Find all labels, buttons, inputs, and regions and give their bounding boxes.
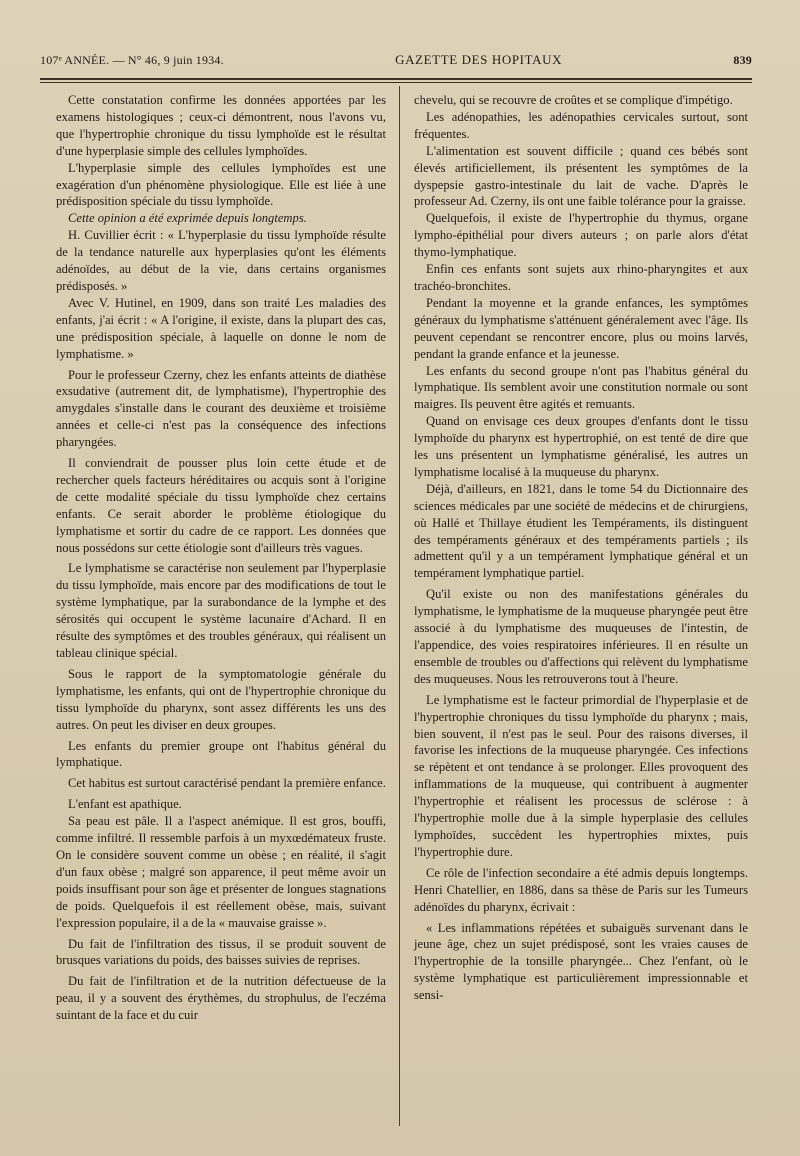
- paragraph: Le lymphatisme se caractérise non seulement par l'hyperplasie du tissu lymphoïde, mais encore par des modifications de tout le système lymphatique, par la surabondance de la lymphe et des sérosités qui occupent le système lacunaire d'Achard. Il en résulte des symptômes et des troubles généraux, qui réalisent un tableau clinique spécial.: [56, 561, 386, 660]
- paragraph: Enfin ces enfants sont sujets aux rhino-pharyngites et aux trachéo-bronchites.: [414, 262, 748, 293]
- header-rule: [40, 78, 752, 83]
- paragraph: Pour le professeur Czerny, chez les enfants atteints de diathèse exsudative (autrement dit, de lymphatisme), l'hypertrophie des amygdales s'installe dans le courant des deuxième et troisième années et celle-ci n'est pas la conséquence des infections pharyngées.: [56, 367, 386, 450]
- paragraph: Sa peau est pâle. Il a l'aspect anémique. Il est gros, bouffi, comme infiltré. Il ressemble parfois à un myxœdémateux fruste. On le considère souvent comme un obèse ; en réalité, il s'agit d'un faux obèse ; malgré son apparence, il peut même avoir un poids insuffisant pour son âge et présenter de longues stagnations de poids. Quelquefois il est réellement obèse, mais, suivant l'expression populaire, il a de la « mauvaise graisse ».: [56, 814, 386, 930]
- paragraph: Avec V. Hutinel, en 1909, dans son traité Les maladies des enfants, j'ai écrit : « A l'origine, il existe, dans la plupart des cas, une prédisposition spéciale, à laquelle on donne le nom de lymphatisme. »: [56, 295, 386, 361]
- paragraph: Sous le rapport de la symptomatologie générale du lymphatisme, les enfants, qui ont de l'hypertrophie chronique du tissu lymphoïde du pharynx, sont assez différents les uns des autres. On peut les diviser en deux groupes.: [56, 666, 386, 732]
- page-header: [40, 52, 752, 74]
- paragraph: Il conviendrait de pousser plus loin cette étude et de rechercher quels facteurs héréditaires ou acquis sont à l'origine de cette modalité spéciale du tissu lymphoïde chez certains enfants. Ce serait aborder le problème étiologique du lymphatisme et sortir du cadre de ce rapport. Les données que nous possédons sur cette étiologie sont d'ailleurs très vagues.: [56, 456, 386, 555]
- paragraph: H. Cuvillier écrit : « L'hyperplasie du tissu lymphoïde résulte de la tendance naturelle aux hyperplasies qu'ont les éléments adénoïdes, au début de la vie, dans certains organismes prédisposés. »: [56, 228, 386, 293]
- paragraph: Cette opinion a été exprimée depuis longtemps.: [68, 211, 307, 226]
- paragraph: Les adénopathies, les adénopathies cervicales surtout, sont fréquentes.: [414, 109, 748, 141]
- paragraph: Cette constatation confirme les données apportées par les examens histologiques ; ceux-ci démontrent, nous l'avons vu, que l'hypertrophie chronique du tissu lymphoïde est le résultat d'une hyperplasie simple des cellules lymphoïdes.: [56, 93, 386, 158]
- paragraph: Les enfants du premier groupe ont l'habitus général du lymphatique.: [56, 738, 386, 770]
- issue-info: 107ᵉ ANNÉE. — N° 46, 9 juin 1934.: [40, 53, 224, 67]
- paragraph: L'hyperplasie simple des cellules lymphoïdes est une exagération d'un phénomène physiologique. Elle est liée à une prédisposition spéciale du tissu lymphoïde.: [56, 160, 386, 209]
- paragraph: Le lymphatisme est le facteur primordial de l'hyperplasie et de l'hypertrophie chroniques du tissu lymphoïde du pharynx ; mais, bien souvent, il n'est pas le seul. Pour des raisons diverses, il favorise les infections de la muqueuse pharyngée. Ces infections se répètent et ont tendance à se prolonger. Elles provoquent des inflammations de la muqueuse, qui contribuent à augmenter l'hypertrophie et réalisent les processus de sclérose : à l'hypertrophie molle due à la simple hyperplasie des cellules lymphoïdes, succèdent les hypertrophies mixtes, puis l'hypertrophie dure.: [414, 692, 748, 859]
- paragraph: Du fait de l'infiltration et de la nutrition défectueuse de la peau, il y a souvent des érythèmes, du strophulus, de l'eczéma suintant de la face et du cuir: [56, 974, 386, 1023]
- paragraph: Qu'il existe ou non des manifestations générales du lymphatisme, le lymphatisme de la muqueuse pharyngée peut être associé à du lymphatisme des muqueuses de l'intestin, de l'appendice, des voies respiratoires inférieures. Il en résulte un ensemble de troubles ou d'affections qui relèvent du lymphatisme des muqueuses. Nous les retrouverons tout à l'heure.: [414, 587, 748, 686]
- paragraph: Du fait de l'infiltration des tissus, il se produit souvent de brusques variations du poids, des baisses suivies de reprises.: [56, 936, 386, 968]
- right-column: [414, 92, 748, 1004]
- page-number: 839: [733, 53, 752, 67]
- paragraph: Cet habitus est surtout caractérisé pendant la première enfance.: [68, 776, 386, 791]
- paragraph: « Les inflammations répétées et subaiguës survenant dans le jeune âge, chez un sujet prédisposé, sont les vraies causes de l'hypertrophie de la tonsille pharyngée... Chez l'enfant, où le système lymphatique est particulièrement impressionnable et sensi-: [414, 920, 748, 1003]
- paragraph: Les enfants du second groupe n'ont pas l'habitus général du lymphatique. Ils semblent avoir une constitution normale ou sont maigres. Ils peuvent être agités et remuants.: [414, 363, 748, 412]
- paragraph: Déjà, d'ailleurs, en 1821, dans le tome 54 du Dictionnaire des sciences médicales par une société de médecins et de chirurgiens, où Hallé et Thillaye étudient les Tempéraments, ils distinguent des tempéraments généraux et des tempéraments partiels ; ils admettent qu'il y a un tempérament lymphatique général et un tempérament lymphatique partiel.: [414, 481, 748, 581]
- left-column: [56, 92, 386, 1024]
- paragraph: L'enfant est apathique.: [68, 797, 182, 812]
- journal-title: GAZETTE DES HOPITAUX: [395, 52, 563, 67]
- paragraph: Ce rôle de l'infection secondaire a été admis depuis longtemps. Henri Chatellier, en 1886, dans sa thèse de Paris sur les Tumeurs adénoïdes du pharynx, écrivait :: [414, 865, 748, 914]
- paragraph: L'alimentation est souvent difficile ; quand ces bébés sont élevés artificiellement, ils présentent les symptômes de la dyspepsie gastro-intestinale du lait de vache. D'après le professeur Ad. Czerny, ils ont une faible tolérance pour la graisse.: [414, 143, 748, 209]
- paragraph: Quand on envisage ces deux groupes d'enfants dont le tissu lymphoïde du pharynx est hypertrophié, on est tenté de dire que les uns présentent un lymphatisme généralisé, les autres un lymphatisme localisé à la muqueuse du pharynx.: [414, 414, 748, 479]
- column-divider: [399, 86, 400, 1126]
- paragraph: Pendant la moyenne et la grande enfances, les symptômes généraux du lymphatisme s'atténuent généralement avec l'âge. Ils peuvent cependant se rencontrer encore, plus ou moins larvés, pendant la grande enfance et la jeunesse.: [414, 295, 748, 361]
- paragraph: Quelquefois, il existe de l'hypertrophie du thymus, organe lympho-épithélial pour divers auteurs ; on parle alors d'état thymo-lymphatique.: [414, 211, 748, 260]
- paragraph: chevelu, qui se recouvre de croûtes et se complique d'impétigo.: [414, 93, 733, 107]
